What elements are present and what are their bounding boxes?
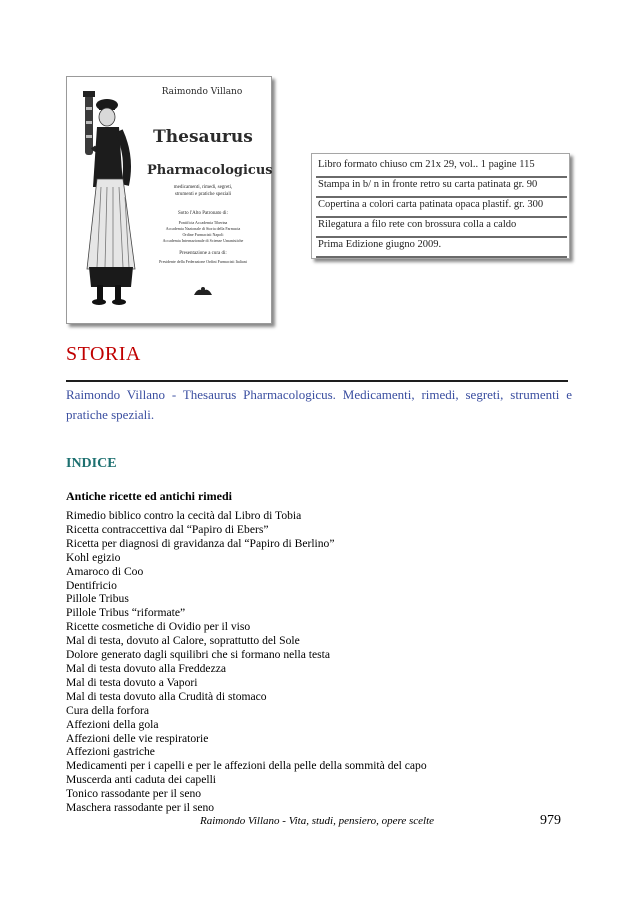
list-item: Medicamenti per i capelli e per le affezioni della pelle della sommità del capo [66,759,427,773]
book-cover [66,76,272,324]
list-item: Ricetta contraccettiva dal “Papiro di Ebers” [66,522,269,536]
list-item: Affezioni gastriche [66,745,155,759]
spec-line: Rilegatura a filo rete con brossura colla a caldo [316,217,567,238]
list-item: Affezioni della gola [66,717,159,731]
list-item: Dentifricio [66,578,117,592]
list-item: Pillole Tribus [66,592,129,606]
publisher-logo-icon [192,285,214,297]
list-item: Muscerda anti caduta dei capelli [66,773,217,787]
cover-presentation: Presentazione a cura di: [179,251,227,256]
page-number: 979 [540,813,561,828]
cover-sponsor: Pontificia Accademia Tiberina [178,220,228,225]
list-item: Tonico rassodante per il seno [66,787,202,801]
list-item: Mal di testa dovuto alla Freddezza [66,661,227,675]
index-section-title: Antiche ricette ed antichi rimedi [66,489,232,503]
cover-title-line2: Pharmacologicus [147,163,273,178]
storia-heading: STORIA [66,343,141,365]
book-specs-box [311,153,570,259]
cover-subtitle-line2: strumenti e pratiche speziali [174,192,232,197]
cover-title-line1: Thesaurus [153,127,253,147]
spec-line: Stampa in b/ n in fronte retro su carta patinata gr. 90 [316,177,567,198]
list-item: Dolore generato dagli squilibri che si formano nella testa [66,648,330,662]
cover-sponsor: Accademia Internazionale di Scienze Umanistiche [162,238,244,243]
apothecary-figure-illustration [77,87,149,307]
spec-line: Prima Edizione giugno 2009. [316,237,567,258]
spec-line: Libro formato chiuso cm 21x 29, vol.. 1 pagine 115 [316,157,567,178]
storia-description: Raimondo Villano - Thesaurus Pharmacologicus. Medicamenti, rimedi, segreti, strumenti e pratiche speziali. [66,387,572,422]
list-item: Affezioni delle vie respiratorie [66,731,209,745]
list-item: Maschera rassodante per il seno [66,801,215,815]
cover-sponsor: Ordine Farmacisti Napoli [182,232,224,237]
list-item: Mal di testa dovuto a Vapori [66,675,198,689]
divider [66,380,568,382]
list-item: Mal di testa, dovuto al Calore, soprattutto del Sole [66,634,300,648]
cover-sponsor: Accademia Nazionale di Storia della Farmacia [165,226,241,231]
list-item: Ricetta per diagnosi di gravidanza dal “Papiro di Berlino” [66,536,335,550]
cover-subtitle-line1: medicamenti, rimedi, segreti, [173,185,233,190]
list-item: Kohl egizio [66,550,121,564]
list-item: Ricette cosmetiche di Ovidio per il viso [66,620,251,634]
cover-presenter: Presidente della Federazione Ordini Farmacisti Italiani [159,259,247,264]
footer-running-title: Raimondo Villano - Vita, studi, pensiero, opere scelte [200,815,435,827]
indice-heading: INDICE [66,456,117,471]
spec-line: Copertina a colori carta patinata opaca plastif. gr. 300 [316,197,567,218]
cover-author: Raimondo Villano [161,87,243,97]
list-item: Mal di testa dovuto alla Crudità di stomaco [66,689,267,703]
recipe-index-list [66,509,566,815]
list-item: Amaroco di Coo [66,564,144,578]
cover-patronage: Sotto l'Alto Patronato di: [178,211,228,216]
list-item: Rimedio biblico contro la cecità dal Libro di Tobia [66,509,302,522]
list-item: Pillole Tribus “riformate” [66,606,186,620]
list-item: Cura della forfora [66,703,150,717]
